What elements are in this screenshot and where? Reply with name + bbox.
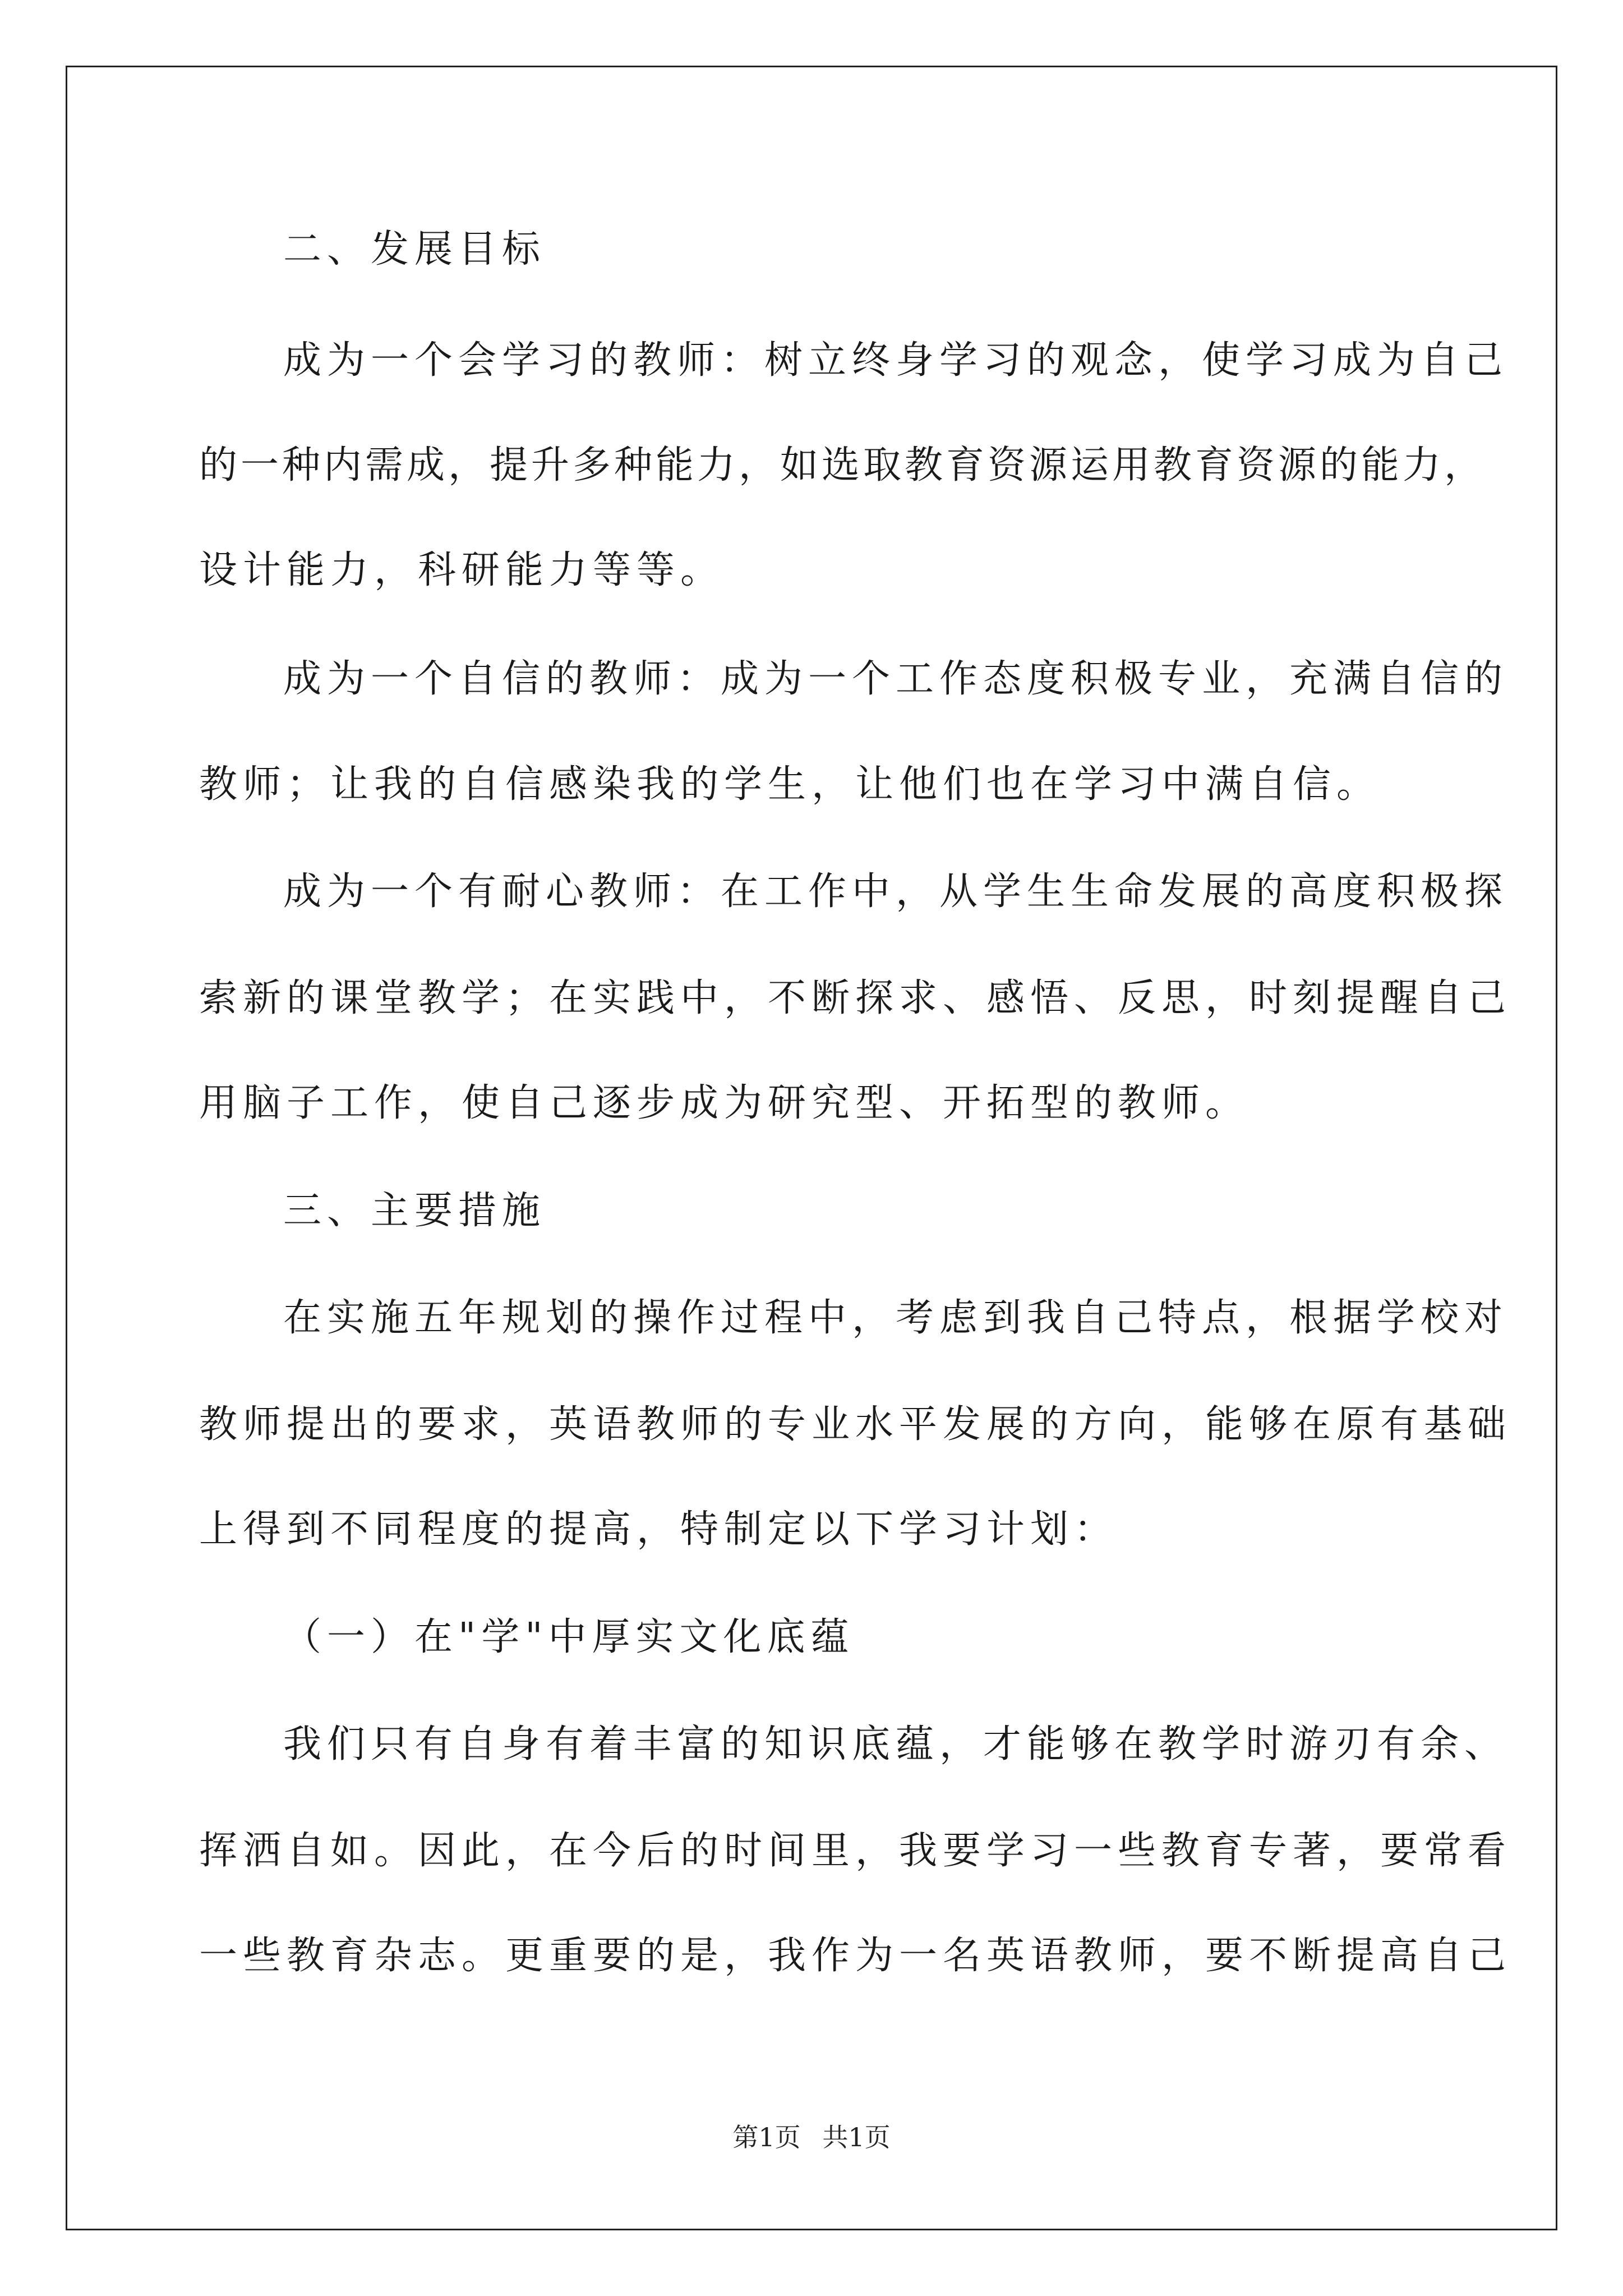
- paragraph-line: 我们只有自身有着丰富的知识底蕴，才能够在教学时游刃有余、: [283, 1722, 1509, 1766]
- page-footer: [0, 2120, 1623, 2154]
- page-number-current: 第1页: [732, 2122, 801, 2152]
- page-number-total: 共1页: [822, 2122, 891, 2152]
- subsection-heading: （一）在"学"中厚实文化底蕴: [283, 1615, 855, 1659]
- paragraph-line: 一些教育杂志。更重要的是，我作为一名英语教师，要不断提高自己: [199, 1934, 1512, 1978]
- paragraph-line: 教师；让我的自信感染我的学生，让他们也在学习中满自信。: [199, 762, 1381, 807]
- paragraph-line: 成为一个会学习的教师：树立终身学习的观念，使学习成为自己: [283, 338, 1509, 383]
- paragraph-line: 索新的课堂教学；在实践中，不断探求、感悟、反思，时刻提醒自己: [199, 976, 1512, 1020]
- page-border: [66, 66, 1557, 2230]
- paragraph-line: 在实施五年规划的操作过程中，考虑到我自己特点，根据学校对: [283, 1296, 1509, 1340]
- paragraph-line: 成为一个自信的教师：成为一个工作态度积极专业，充满自信的: [283, 657, 1509, 701]
- paragraph-line: 的一种内需成，提升多种能力，如选取教育资源运用教育资源的能力，: [199, 443, 1486, 487]
- paragraph-line: 挥洒自如。因此，在今后的时间里，我要学习一些教育专著，要常看: [199, 1829, 1512, 1873]
- paragraph-line: 上得到不同程度的提高，特制定以下学习计划：: [199, 1507, 1118, 1552]
- section-heading-measures: 三、主要措施: [283, 1189, 546, 1233]
- paragraph-line: 设计能力，科研能力等等。: [199, 548, 725, 592]
- paragraph-line: 用脑子工作，使自己逐步成为研究型、开拓型的教师。: [199, 1081, 1249, 1125]
- section-heading-goals: 二、发展目标: [283, 227, 546, 272]
- paragraph-line: 教师提出的要求，英语教师的专业水平发展的方向，能够在原有基础: [199, 1402, 1512, 1447]
- paragraph-line: 成为一个有耐心教师：在工作中，从学生生命发展的高度积极探: [283, 869, 1509, 914]
